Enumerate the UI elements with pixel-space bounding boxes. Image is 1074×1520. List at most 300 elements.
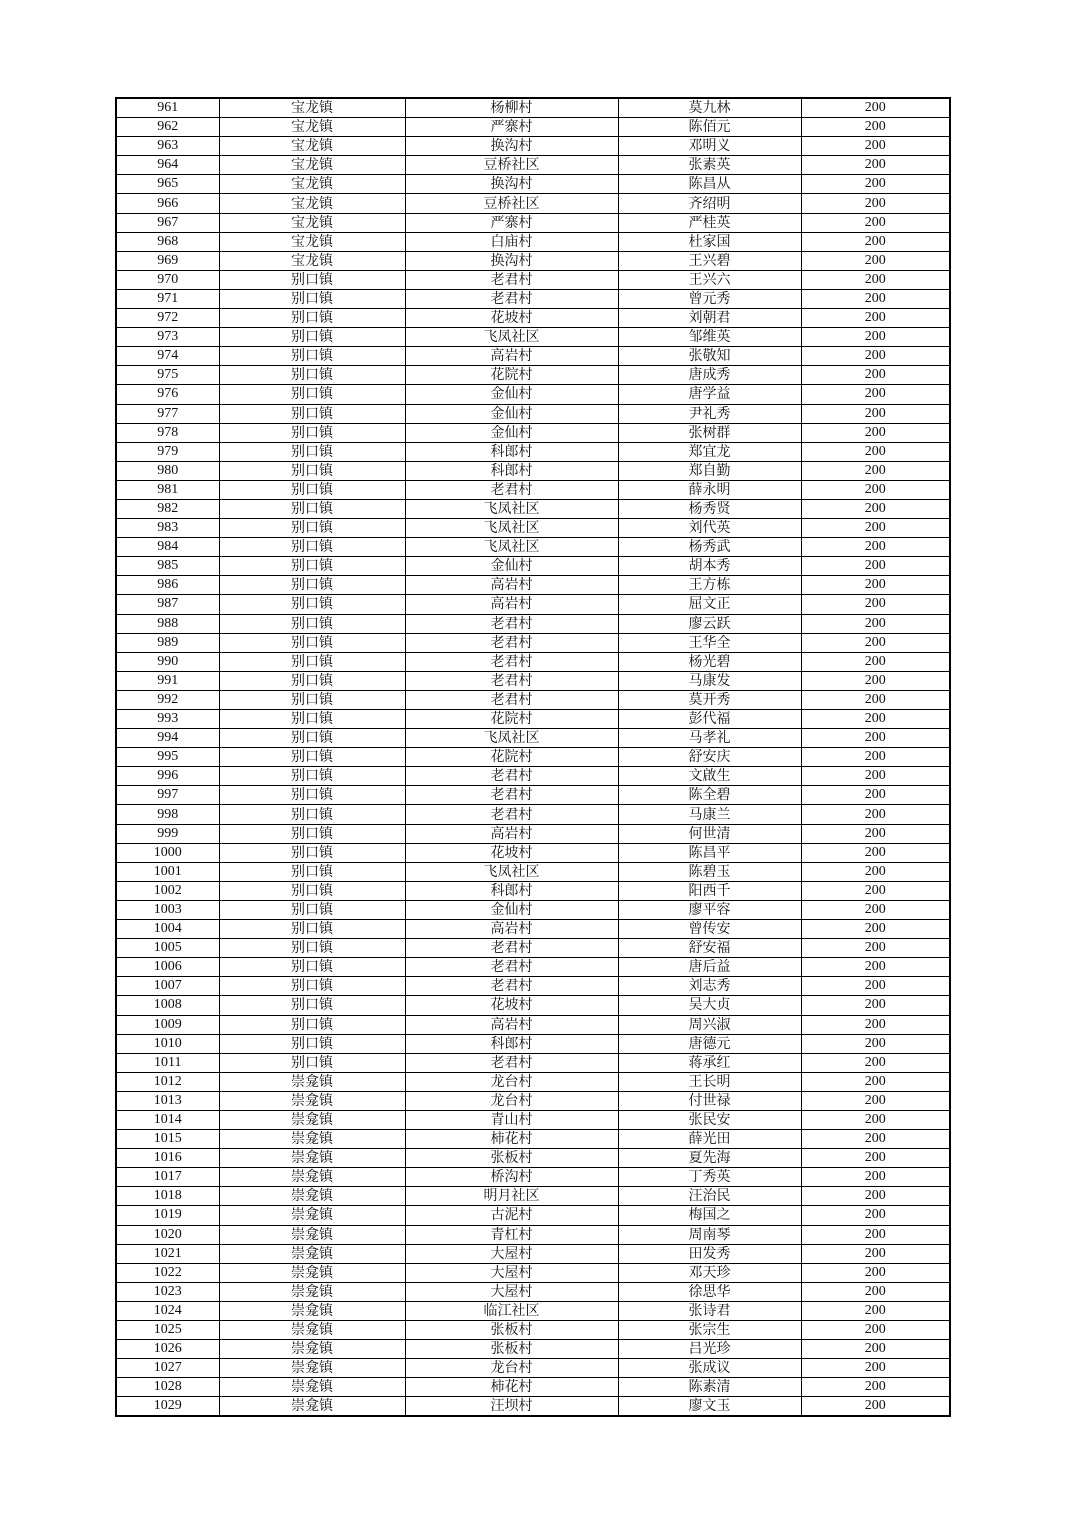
town-cell: 崇龛镇 [219,1168,405,1187]
table-row [116,1225,950,1244]
amount-cell: 200 [801,538,950,557]
name-cell: 陈昌平 [618,843,801,862]
amount-cell: 200 [801,461,950,480]
row-number-cell: 971 [116,289,219,308]
amount-cell: 200 [801,767,950,786]
table-row [116,1168,950,1187]
village-cell: 高岩村 [405,595,618,614]
town-cell: 宝龙镇 [219,251,405,270]
amount-cell: 200 [801,1263,950,1282]
name-cell: 张诗君 [618,1301,801,1320]
amount-cell: 200 [801,824,950,843]
amount-cell: 200 [801,748,950,767]
town-cell: 别口镇 [219,729,405,748]
table-row [116,328,950,347]
table-row [116,442,950,461]
table-row [116,729,950,748]
name-cell: 陈全碧 [618,786,801,805]
amount-cell: 200 [801,1321,950,1340]
row-number-cell: 1002 [116,881,219,900]
village-cell: 科郎村 [405,442,618,461]
row-number-cell: 1016 [116,1149,219,1168]
table-row [116,1187,950,1206]
table-row [116,805,950,824]
village-cell: 老君村 [405,805,618,824]
table-row [116,920,950,939]
name-cell: 王华全 [618,633,801,652]
village-cell: 金仙村 [405,423,618,442]
table-row [116,1359,950,1378]
table-row [116,519,950,538]
village-cell: 老君村 [405,671,618,690]
amount-cell: 200 [801,270,950,289]
amount-cell: 200 [801,442,950,461]
name-cell: 丁秀英 [618,1168,801,1187]
row-number-cell: 1028 [116,1378,219,1397]
village-cell: 老君村 [405,977,618,996]
table-row [116,251,950,270]
amount-cell: 200 [801,1072,950,1091]
row-number-cell: 984 [116,538,219,557]
amount-cell: 200 [801,1187,950,1206]
table-row [116,385,950,404]
name-cell: 梅国之 [618,1206,801,1225]
table-row [116,1321,950,1340]
village-cell: 高岩村 [405,576,618,595]
row-number-cell: 1022 [116,1263,219,1282]
village-cell: 花院村 [405,710,618,729]
row-number-cell: 998 [116,805,219,824]
name-cell: 王兴六 [618,270,801,289]
table-row [116,1244,950,1263]
town-cell: 别口镇 [219,920,405,939]
town-cell: 别口镇 [219,461,405,480]
amount-cell: 200 [801,519,950,538]
village-cell: 飞凤社区 [405,729,618,748]
town-cell: 别口镇 [219,366,405,385]
table-row [116,1091,950,1110]
village-cell: 老君村 [405,690,618,709]
name-cell: 杜家国 [618,232,801,251]
name-cell: 陈佰元 [618,118,801,137]
town-cell: 别口镇 [219,805,405,824]
table-row [116,1206,950,1225]
town-cell: 崇龛镇 [219,1282,405,1301]
village-cell: 龙台村 [405,1091,618,1110]
name-cell: 夏先海 [618,1149,801,1168]
row-number-cell: 969 [116,251,219,270]
village-cell: 飞凤社区 [405,519,618,538]
table-row [116,557,950,576]
town-cell: 崇龛镇 [219,1130,405,1149]
row-number-cell: 1009 [116,1015,219,1034]
row-number-cell: 972 [116,309,219,328]
row-number-cell: 987 [116,595,219,614]
name-cell: 王兴碧 [618,251,801,270]
village-cell: 桥沟村 [405,1168,618,1187]
amount-cell: 200 [801,958,950,977]
village-cell: 老君村 [405,958,618,977]
village-cell: 花院村 [405,366,618,385]
name-cell: 文啟生 [618,767,801,786]
row-number-cell: 993 [116,710,219,729]
name-cell: 莫九林 [618,98,801,118]
name-cell: 张宗生 [618,1321,801,1340]
table-row [116,1378,950,1397]
name-cell: 刘代英 [618,519,801,538]
town-cell: 崇龛镇 [219,1206,405,1225]
name-cell: 尹礼秀 [618,404,801,423]
table-row [116,213,950,232]
table-row [116,289,950,308]
row-number-cell: 1005 [116,939,219,958]
village-cell: 大屋村 [405,1263,618,1282]
village-cell: 高岩村 [405,1015,618,1034]
village-cell: 老君村 [405,480,618,499]
village-cell: 杨柳村 [405,98,618,118]
town-cell: 宝龙镇 [219,118,405,137]
town-cell: 崇龛镇 [219,1091,405,1110]
table-row [116,480,950,499]
village-cell: 花坡村 [405,996,618,1015]
town-cell: 别口镇 [219,767,405,786]
town-cell: 崇龛镇 [219,1397,405,1417]
row-number-cell: 1010 [116,1034,219,1053]
name-cell: 廖平容 [618,900,801,919]
table-row [116,118,950,137]
table-row [116,633,950,652]
table-row [116,1301,950,1320]
amount-cell: 200 [801,939,950,958]
table-row [116,98,950,118]
table-row [116,977,950,996]
table-row [116,881,950,900]
town-cell: 别口镇 [219,900,405,919]
amount-cell: 200 [801,137,950,156]
village-cell: 临江社区 [405,1301,618,1320]
table-row [116,1072,950,1091]
name-cell: 胡本秀 [618,557,801,576]
village-cell: 金仙村 [405,385,618,404]
village-cell: 科郎村 [405,461,618,480]
amount-cell: 200 [801,289,950,308]
town-cell: 崇龛镇 [219,1187,405,1206]
name-cell: 屈文正 [618,595,801,614]
village-cell: 古泥村 [405,1206,618,1225]
town-cell: 宝龙镇 [219,175,405,194]
amount-cell: 200 [801,729,950,748]
table-row [116,538,950,557]
amount-cell: 200 [801,251,950,270]
name-cell: 郑宜龙 [618,442,801,461]
name-cell: 陈昌从 [618,175,801,194]
table-row [116,767,950,786]
row-number-cell: 979 [116,442,219,461]
village-cell: 明月社区 [405,1187,618,1206]
village-cell: 花院村 [405,748,618,767]
table-row [116,232,950,251]
town-cell: 别口镇 [219,480,405,499]
row-number-cell: 982 [116,499,219,518]
roster-table [115,97,951,1417]
table-row [116,862,950,881]
table-row [116,1397,950,1417]
town-cell: 宝龙镇 [219,232,405,251]
row-number-cell: 962 [116,118,219,137]
village-cell: 汪坝村 [405,1397,618,1417]
name-cell: 张素英 [618,156,801,175]
name-cell: 舒安庆 [618,748,801,767]
row-number-cell: 976 [116,385,219,404]
table-row [116,404,950,423]
town-cell: 别口镇 [219,690,405,709]
amount-cell: 200 [801,862,950,881]
amount-cell: 200 [801,633,950,652]
row-number-cell: 974 [116,347,219,366]
name-cell: 马孝礼 [618,729,801,748]
town-cell: 崇龛镇 [219,1263,405,1282]
amount-cell: 200 [801,1034,950,1053]
table-row [116,194,950,213]
row-number-cell: 983 [116,519,219,538]
row-number-cell: 1015 [116,1130,219,1149]
row-number-cell: 1003 [116,900,219,919]
amount-cell: 200 [801,881,950,900]
table-row [116,576,950,595]
town-cell: 崇龛镇 [219,1225,405,1244]
row-number-cell: 961 [116,98,219,118]
village-cell: 豆桥社区 [405,194,618,213]
amount-cell: 200 [801,156,950,175]
name-cell: 马康兰 [618,805,801,824]
village-cell: 张板村 [405,1321,618,1340]
amount-cell: 200 [801,843,950,862]
row-number-cell: 996 [116,767,219,786]
amount-cell: 200 [801,1110,950,1129]
village-cell: 严寨村 [405,118,618,137]
name-cell: 廖文玉 [618,1397,801,1417]
name-cell: 张民安 [618,1110,801,1129]
town-cell: 别口镇 [219,576,405,595]
row-number-cell: 978 [116,423,219,442]
town-cell: 别口镇 [219,328,405,347]
name-cell: 严桂英 [618,213,801,232]
table-row [116,366,950,385]
amount-cell: 200 [801,328,950,347]
row-number-cell: 973 [116,328,219,347]
name-cell: 邹维英 [618,328,801,347]
village-cell: 张板村 [405,1340,618,1359]
row-number-cell: 986 [116,576,219,595]
town-cell: 别口镇 [219,843,405,862]
table-row [116,175,950,194]
amount-cell: 200 [801,996,950,1015]
row-number-cell: 991 [116,671,219,690]
name-cell: 张敬知 [618,347,801,366]
name-cell: 唐成秀 [618,366,801,385]
town-cell: 别口镇 [219,786,405,805]
town-cell: 别口镇 [219,652,405,671]
village-cell: 柿花村 [405,1378,618,1397]
row-number-cell: 1026 [116,1340,219,1359]
village-cell: 龙台村 [405,1359,618,1378]
amount-cell: 200 [801,557,950,576]
table-row [116,958,950,977]
table-row [116,710,950,729]
row-number-cell: 964 [116,156,219,175]
name-cell: 张树群 [618,423,801,442]
town-cell: 宝龙镇 [219,98,405,118]
name-cell: 徐思华 [618,1282,801,1301]
town-cell: 别口镇 [219,423,405,442]
town-cell: 别口镇 [219,385,405,404]
amount-cell: 200 [801,385,950,404]
amount-cell: 200 [801,1282,950,1301]
table-row [116,461,950,480]
amount-cell: 200 [801,1340,950,1359]
row-number-cell: 1007 [116,977,219,996]
amount-cell: 200 [801,576,950,595]
table-row [116,843,950,862]
row-number-cell: 985 [116,557,219,576]
name-cell: 阳西千 [618,881,801,900]
amount-cell: 200 [801,1244,950,1263]
row-number-cell: 1004 [116,920,219,939]
amount-cell: 200 [801,1149,950,1168]
name-cell: 马康发 [618,671,801,690]
name-cell: 王长明 [618,1072,801,1091]
town-cell: 崇龛镇 [219,1378,405,1397]
village-cell: 老君村 [405,1053,618,1072]
town-cell: 别口镇 [219,519,405,538]
village-cell: 高岩村 [405,347,618,366]
name-cell: 田发秀 [618,1244,801,1263]
town-cell: 别口镇 [219,977,405,996]
name-cell: 薛光田 [618,1130,801,1149]
amount-cell: 200 [801,1168,950,1187]
amount-cell: 200 [801,805,950,824]
town-cell: 别口镇 [219,748,405,767]
town-cell: 别口镇 [219,270,405,289]
amount-cell: 200 [801,710,950,729]
name-cell: 齐绍明 [618,194,801,213]
amount-cell: 200 [801,1397,950,1417]
table-row [116,652,950,671]
town-cell: 别口镇 [219,595,405,614]
name-cell: 唐后益 [618,958,801,977]
village-cell: 花坡村 [405,309,618,328]
town-cell: 别口镇 [219,633,405,652]
table-row [116,156,950,175]
row-number-cell: 1021 [116,1244,219,1263]
town-cell: 别口镇 [219,881,405,900]
amount-cell: 200 [801,900,950,919]
name-cell: 汪治民 [618,1187,801,1206]
table-row [116,614,950,633]
town-cell: 宝龙镇 [219,213,405,232]
table-row [116,1053,950,1072]
row-number-cell: 1000 [116,843,219,862]
table-row [116,786,950,805]
town-cell: 别口镇 [219,1053,405,1072]
name-cell: 郑自勤 [618,461,801,480]
village-cell: 高岩村 [405,920,618,939]
table-row [116,996,950,1015]
row-number-cell: 963 [116,137,219,156]
row-number-cell: 1027 [116,1359,219,1378]
table-row [116,1110,950,1129]
town-cell: 别口镇 [219,939,405,958]
name-cell: 付世禄 [618,1091,801,1110]
town-cell: 崇龛镇 [219,1321,405,1340]
amount-cell: 200 [801,423,950,442]
town-cell: 崇龛镇 [219,1340,405,1359]
name-cell: 杨光碧 [618,652,801,671]
town-cell: 崇龛镇 [219,1301,405,1320]
town-cell: 崇龛镇 [219,1244,405,1263]
name-cell: 邓天珍 [618,1263,801,1282]
town-cell: 崇龛镇 [219,1110,405,1129]
amount-cell: 200 [801,366,950,385]
village-cell: 换沟村 [405,175,618,194]
town-cell: 别口镇 [219,958,405,977]
row-number-cell: 1025 [116,1321,219,1340]
amount-cell: 200 [801,1359,950,1378]
table-row [116,499,950,518]
town-cell: 别口镇 [219,1015,405,1034]
row-number-cell: 994 [116,729,219,748]
name-cell: 何世清 [618,824,801,843]
village-cell: 老君村 [405,270,618,289]
row-number-cell: 1011 [116,1053,219,1072]
town-cell: 别口镇 [219,538,405,557]
name-cell: 唐学益 [618,385,801,404]
village-cell: 大屋村 [405,1282,618,1301]
village-cell: 老君村 [405,786,618,805]
amount-cell: 200 [801,671,950,690]
name-cell: 莫开秀 [618,690,801,709]
town-cell: 别口镇 [219,671,405,690]
town-cell: 别口镇 [219,309,405,328]
row-number-cell: 1018 [116,1187,219,1206]
table-row [116,309,950,328]
name-cell: 张成议 [618,1359,801,1378]
village-cell: 金仙村 [405,557,618,576]
village-cell: 青杠村 [405,1225,618,1244]
roster-table-body [116,98,950,1416]
table-row [116,347,950,366]
row-number-cell: 980 [116,461,219,480]
table-row [116,270,950,289]
town-cell: 宝龙镇 [219,156,405,175]
row-number-cell: 1024 [116,1301,219,1320]
town-cell: 宝龙镇 [219,137,405,156]
amount-cell: 200 [801,480,950,499]
town-cell: 别口镇 [219,862,405,881]
name-cell: 廖云跃 [618,614,801,633]
name-cell: 吴大贞 [618,996,801,1015]
row-number-cell: 988 [116,614,219,633]
table-row [116,671,950,690]
table-row [116,1263,950,1282]
town-cell: 别口镇 [219,347,405,366]
town-cell: 崇龛镇 [219,1359,405,1378]
amount-cell: 200 [801,404,950,423]
village-cell: 老君村 [405,767,618,786]
amount-cell: 200 [801,595,950,614]
table-row [116,824,950,843]
name-cell: 唐德元 [618,1034,801,1053]
